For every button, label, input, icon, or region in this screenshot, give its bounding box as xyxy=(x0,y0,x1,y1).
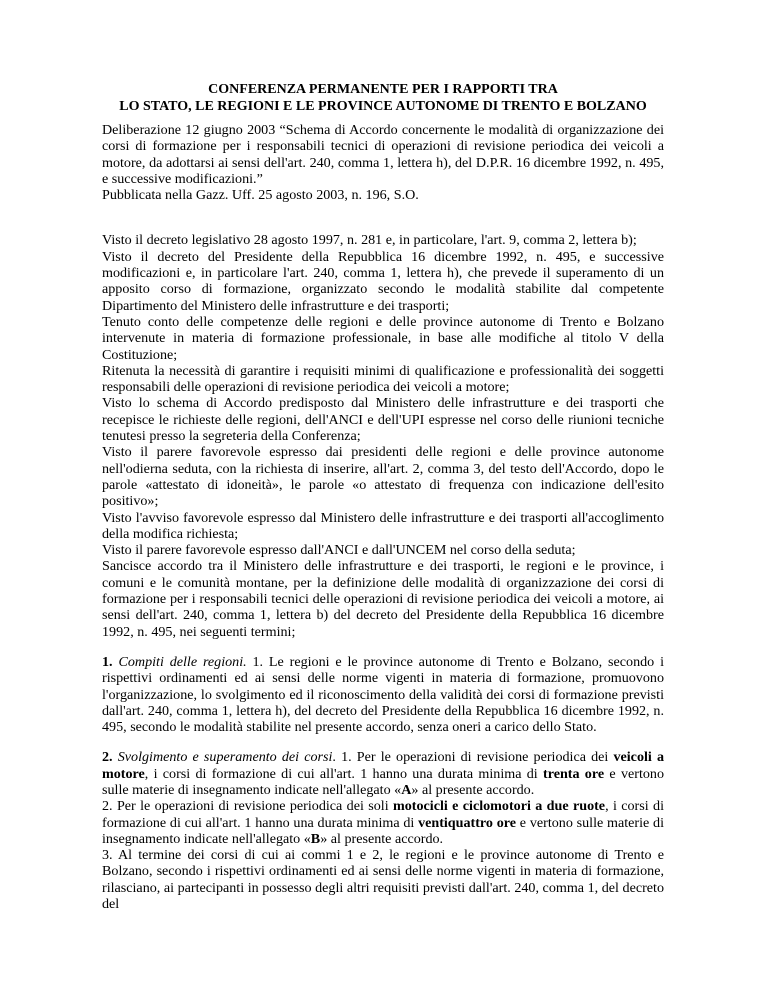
section-1 xyxy=(102,654,664,735)
section-2-number: 2. xyxy=(102,749,113,766)
section-2-p2-emphasis: ventiquattro ore xyxy=(418,814,517,831)
section-2-p1-text: . 1. Per le operazioni di revisione periodica dei xyxy=(332,749,614,766)
preamble-paragraph: Visto il decreto legislativo 28 agosto 1997, n. 281 e, in particolare, l'art. 9, comma 2, lettera b); xyxy=(102,232,637,249)
section-2-p2-emphasis: motocicli e ciclomotori a due ruote xyxy=(393,798,606,815)
section-2-p2-text: , i corsi di formazione di cui all'art. 1 hanno una durata minima di xyxy=(102,798,664,831)
preamble-paragraph: Visto il parere favorevole espresso dai presidenti delle regioni e delle province autonome nell'odierna seduta, con la richiesta di inserire, all'art. 2, comma 3, del testo dell'Accordo, dopo le parole «attestato di idoneità», le parole «o attestato di frequenza con indicazione dell'esito positivo»; xyxy=(102,444,664,510)
deliberation-title: Deliberazione 12 giugno 2003 “Schema di Accordo concernente le modalità di organizzazione dei corsi di formazione per i responsabili tecnici di operazioni di revisione periodica dei veicoli a motore, da adottarsi ai sensi dell'art. 240, comma 1, lettera h), del D.P.R. 16 dicembre 1992, n. 495, e successive modificazioni.” xyxy=(102,122,664,187)
heading-line-2: LO STATO, LE REGIONI E LE PROVINCE AUTONOME DI TRENTO E BOLZANO xyxy=(119,99,647,114)
publication-note: Pubblicata nella Gazz. Uff. 25 agosto 2003, n. 196, S.O. xyxy=(102,187,419,204)
preamble-paragraph: Visto il decreto del Presidente della Repubblica 16 dicembre 1992, n. 495, e successive modificazioni e, in particolare l'art. 240, comma 1, lettera h), che prevede il superamento di un apposito corso di formazione, organizzato secondo le modalità stabilite dal competente Dipartimento del Ministero delle infrastrutture e dei trasporti; xyxy=(102,248,664,314)
section-2-p1-text: » al presente accordo. xyxy=(411,781,535,798)
document-heading xyxy=(102,81,664,115)
section-2-paragraph-3: 3. Al termine dei corsi di cui ai commi 1 e 2, le regioni e le province autonome di Trento e Bolzano, secondo i rispettivi ordinamenti ed ai sensi delle norme vigenti in materia di formazione, rilasciano, ai partecipanti in possesso degli altri requisiti previsti dall'art. 240, comma 1, del decreto del xyxy=(102,847,664,913)
section-2-p2-text: e vertono sulle materie di insegnamento indicate nell'allegato « xyxy=(102,814,664,847)
section-1-text: 1. Le regioni e le province autonome di Trento e Bolzano, secondo i rispettivi ordinamenti ed ai sensi delle norme vigenti in materia di formazione, promuovono l'organizzazione, lo svolgimento ed il riconoscimento della validità dei corsi di formazione previsti dall'art. 240, comma 1, lettera h), del decreto del Presidente della Repubblica 16 dicembre 1992, n. 495, secondo le modalità stabilite nel presente accordo, senza oneri a carico dello Stato. xyxy=(102,653,664,736)
section-2-p1-text: , i corsi di formazione di cui all'art. 1 hanno una durata minima di xyxy=(144,765,543,782)
preamble-paragraph: Visto l'avviso favorevole espresso dal Ministero delle infrastrutture e dei trasporti all'accoglimento della modifica richiesta; xyxy=(102,509,664,542)
section-1-number: 1. xyxy=(102,653,113,670)
section-2-title: Svolgimento e superamento dei corsi xyxy=(117,749,333,766)
section-2-p1-text: e vertono sulle materie di insegnamento indicate nell'allegato « xyxy=(102,765,664,798)
section-2-p1-emphasis: trenta ore xyxy=(543,765,605,782)
preamble-paragraph: Tenuto conto delle competenze delle regioni e delle province autonome di Trento e Bolzano intervenute in materia di formazione professionale, in base alle modifiche al titolo V della Costituzione; xyxy=(102,313,664,363)
heading-line-1: CONFERENZA PERMANENTE PER I RAPPORTI TRA xyxy=(208,82,558,97)
section-1-title: Compiti delle regioni. xyxy=(118,653,247,670)
preamble-paragraph: Ritenuta la necessità di garantire i requisiti minimi di qualificazione e professionalità dei soggetti responsabili delle operazioni di revisione periodica dei veicoli a motore; xyxy=(102,362,664,396)
section-2-p1-emphasis: veicoli a motore xyxy=(102,749,665,782)
section-2-paragraph-2 xyxy=(102,798,664,847)
section-2-p2-text: » al presente accordo. xyxy=(320,830,444,847)
section-2-paragraph-1 xyxy=(102,749,664,798)
preamble-paragraph: Visto il parere favorevole espresso dall'ANCI e dall'UNCEM nel corso della seduta; xyxy=(102,542,576,559)
preamble xyxy=(102,232,664,639)
section-2-p2-text: 2. Per le operazioni di revisione periodica dei soli xyxy=(102,798,393,815)
section-2-p1-emphasis: A xyxy=(401,781,412,798)
preamble-paragraph: Sancisce accordo tra il Ministero delle infrastrutture e dei trasporti, le regioni e le province, i comuni e le comunità montane, per la definizione delle modalità di organizzazione dei corsi di formazione per i responsabili tecnici delle operazioni di revisione periodica dei veicoli a motore, ai sensi dell'art. 240, comma 1, lettera b) del decreto del Presidente della Repubblica 16 dicembre 1992, n. 495, nei seguenti termini; xyxy=(102,558,664,640)
preamble-paragraph: Visto lo schema di Accordo predisposto dal Ministero delle infrastrutture e dei trasporti che recepisce le richieste delle regioni, dell'ANCI e dell'UPI espresse nel corso delle riunioni tecniche tenutesi presso la segreteria della Conferenza; xyxy=(102,395,664,445)
section-2-p2-emphasis: B xyxy=(310,830,321,847)
